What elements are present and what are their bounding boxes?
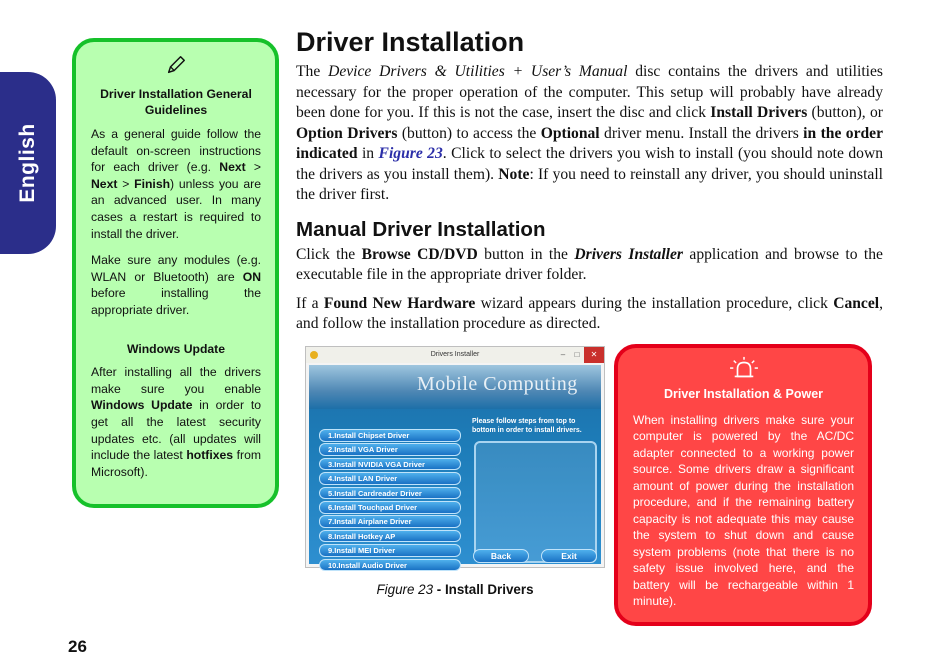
pencil-icon [165,54,187,76]
driver-install-button[interactable]: 7.Install Airplane Driver [319,515,461,528]
manual-paragraph-1: Click the Browse CD/DVD button in the Drivers Installer application and browse to the executable file in the appropriate driver folder. [296,245,883,283]
figure-caption: Figure 23 - Install Drivers [376,582,534,597]
installer-window-title: Drivers Installer [430,351,480,358]
exit-button[interactable]: Exit [541,549,597,563]
manual-paragraph-2: If a Found New Hardware wizard appears during the installation procedure, click Cancel, and follow the installation procedure as directed. [296,294,883,332]
driver-install-button[interactable]: 1.Install Chipset Driver [319,429,461,442]
guidelines-title: Driver Installation General Guidelines [100,87,252,117]
minimize-icon[interactable]: – [560,350,566,359]
guidelines-note-box [72,38,279,508]
manual-installation-heading: Manual Driver Installation [296,217,546,241]
driver-install-button[interactable]: 5.Install Cardreader Driver [319,487,461,500]
close-icon[interactable]: ✕ [584,347,604,363]
windows-update-paragraph: After installing all the drivers make sure you enable Windows Update in order to get all the latest security updates etc. (all updates will include the latest hotfixes from Microsoft). [91,365,261,479]
alarm-icon [729,356,759,382]
back-button[interactable]: Back [473,549,529,563]
main-content [296,26,883,335]
guidelines-paragraph-1: As a general guide follow the default on-screen instructions for each driver (e.g. Next > Next > Finish) unless you are an advanced user. In many cases a restart is required to install the driver. [91,127,262,241]
app-icon [310,351,318,359]
installer-body [309,365,601,570]
intro-paragraph: The Device Drivers & Utilities + User’s Manual disc contains the drivers and utilities necessary for the proper operation of the computer. This setup will probably have already been done for you. If this is not the case, insert the disc and click Install Drivers (button), or Option Drivers (button) to access the Optional driver menu. Install the drivers in the order indicated in Figure 23. Click to select the drivers you wish to install (you should note down the drivers as you install them). Note: If you need to reinstall any driver, you should uninstall the driver first. [296,63,884,203]
language-side-tab [0,72,56,254]
power-warning-text: When installing drivers make sure your computer is powered by the AC/DC adapter connected to a working power source. Some drivers draw a significant amount of power during the installation procedure, and if the remaining battery capacity is not adequate this may cause the system to shut down and cause system problems (note that there is no safety issue involved here, and the battery will be rechargeable within 1 minute). [633,412,854,608]
power-warning-box [614,344,872,626]
driver-install-button[interactable]: 9.Install MEI Driver [319,544,461,557]
guidelines-paragraph-2: Make sure any modules (e.g. WLAN or Bluetooth) are ON before installing the appropriate driver. [91,253,261,317]
page-title: Driver Installation [296,27,525,57]
figure-reference-link[interactable]: Figure 23 [378,145,443,162]
driver-install-button[interactable]: 8.Install Hotkey AP [319,530,461,543]
installer-titlebar [306,347,604,363]
driver-button-list [319,429,461,573]
page-number: 26 [68,637,87,656]
window-controls [556,347,604,363]
maximize-icon[interactable]: □ [574,350,580,359]
language-tab-label: English [16,123,39,203]
windows-update-subtitle: Windows Update [126,341,226,356]
installer-banner [309,365,601,409]
banner-text: Mobile Computing [417,373,578,395]
driver-install-button[interactable]: 6.Install Touchpad Driver [319,501,461,514]
driver-install-button[interactable]: 4.Install LAN Driver [319,472,461,485]
driver-install-button[interactable]: 10.Install Audio Driver [319,559,461,572]
driver-install-button[interactable]: 3.Install NVIDIA VGA Driver [319,458,461,471]
installer-info-panel [474,441,597,563]
power-warning-title: Driver Installation & Power [663,387,824,401]
driver-install-button[interactable]: 2.Install VGA Driver [319,443,461,456]
installer-hint: Please follow steps from top to bottom in order to install drivers. [472,418,582,434]
drivers-installer-screenshot [305,346,605,568]
